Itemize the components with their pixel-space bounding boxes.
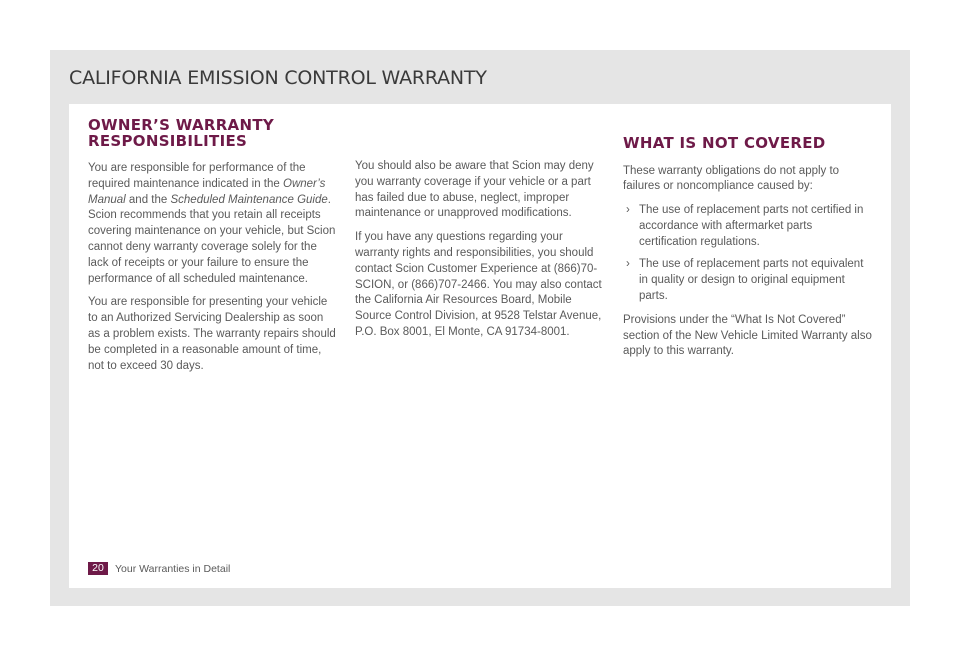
chevron-right-icon: ›	[626, 204, 630, 217]
footer-section-title: Your Warranties in Detail	[115, 562, 231, 575]
owner-p1-text-c: . Scion recommends that you retain all receipts covering maintenance on your vehicle, but Scion cannot deny warranty coverage solely for the lack of receipts or your failure to ensure the performance of all scheduled maintenance.	[88, 193, 336, 285]
page-number-badge: 20	[88, 562, 108, 575]
owner-responsibilities-heading	[88, 118, 338, 149]
list-item	[623, 257, 873, 304]
scheduled-guide-title: Scheduled Maintenance Guide	[170, 193, 328, 206]
middle-column	[355, 159, 605, 349]
middle-paragraph-1: You should also be aware that Scion may deny you warranty coverage if your vehicle or a part has failed due to abuse, neglect, improper maintenance or unapproved modifications.	[355, 160, 594, 220]
not-covered-list	[623, 203, 873, 305]
owner-paragraph-1	[88, 161, 338, 287]
list-item	[623, 203, 873, 250]
not-covered-closing: Provisions under the “What Is Not Covered” section of the New Vehicle Limited Warranty also apply to this warranty.	[623, 313, 872, 358]
heading-line-2: RESPONSIBILITIES	[88, 131, 248, 150]
middle-paragraph-2: If you have any questions regarding your warranty rights and responsibilities, you should contact Scion Customer Experience at (866)70-SCION, or (866)707-2466. You may also contact the California Air Resources Board, Mobile Source Control Division, at 9528 Telstar Avenue, P.O. Box 8001, El Monte, CA 91734-8001.	[355, 231, 602, 338]
not-covered-heading: WHAT IS NOT COVERED	[623, 134, 826, 152]
owner-paragraph-2: You are responsible for presenting your vehicle to an Authorized Servicing Dealership as soon as a problem exists. The warranty repairs should be completed in a reasonable amount of time, not to exceed 30 days.	[88, 296, 336, 372]
heading-line-1: OWNER’S WARRANTY	[88, 116, 275, 134]
page-footer	[88, 562, 230, 575]
not-covered-intro: These warranty obligations do not apply to failures or noncompliance caused by:	[623, 164, 840, 193]
chevron-right-icon: ›	[626, 258, 630, 271]
content-panel	[69, 104, 891, 588]
list-item-text: The use of replacement parts not certified in accordance with aftermarket parts certification regulations.	[639, 204, 864, 248]
owner-p1-text-a: You are responsible for performance of the required maintenance indicated in the	[88, 162, 306, 190]
page-title: CALIFORNIA EMISSION CONTROL WARRANTY	[69, 67, 487, 89]
list-item-text: The use of replacement parts not equivalent in quality or design to original equipment parts.	[639, 258, 864, 303]
not-covered-column	[623, 136, 873, 368]
owner-responsibilities-column	[88, 118, 338, 382]
owner-p1-text-b: and the	[125, 193, 171, 206]
owners-manual-title: Owner’s Manual	[88, 177, 326, 206]
